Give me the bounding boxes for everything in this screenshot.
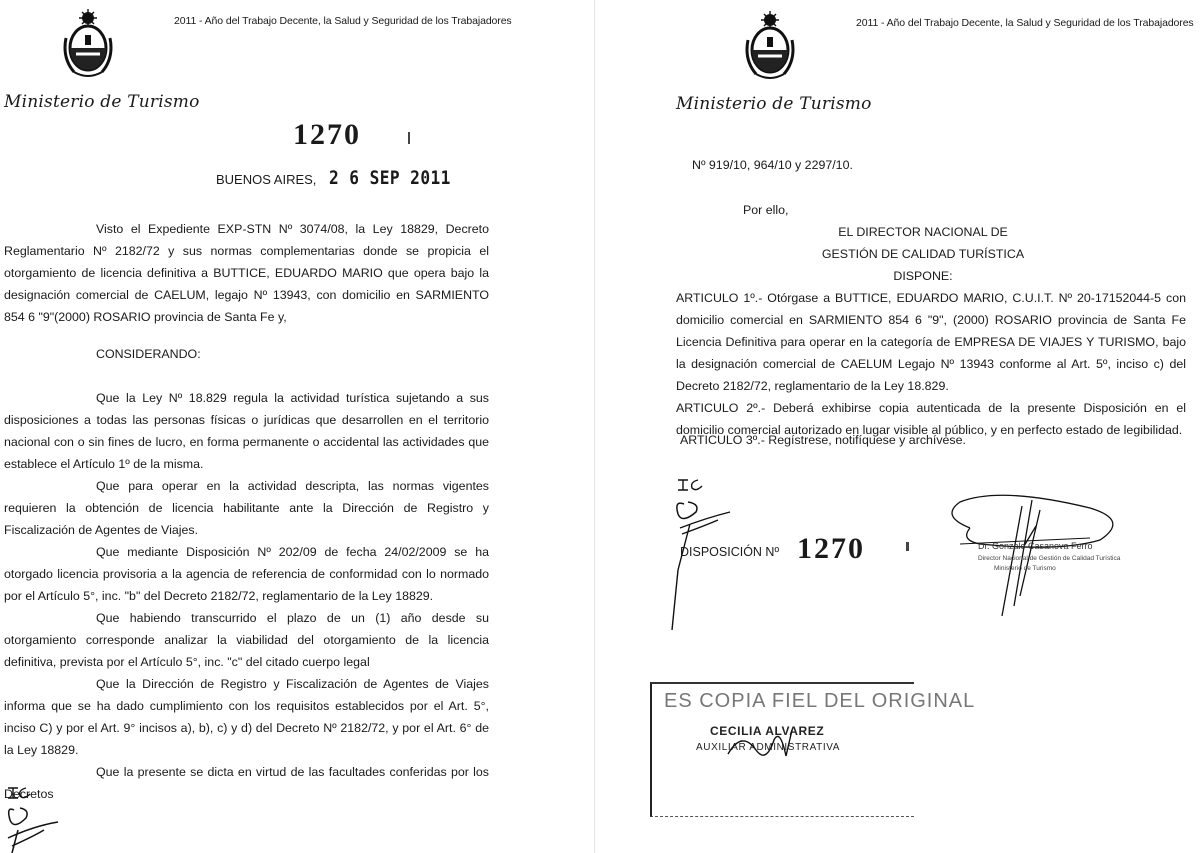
ministry-name: Ministerio de Turismo — [676, 94, 872, 114]
articles-body — [676, 287, 1186, 441]
considerando-body — [4, 387, 489, 805]
paragraph-plazo: Que habiendo transcurrido el plazo de un (1) año desde su otorgamiento corresponde analizar la viabilidad del otorgamiento de la licencia definitiva, prevista por el Artículo 5°, inc. "c" del citado cuerpo legal — [4, 611, 489, 669]
argentina-coat-of-arms-icon — [744, 10, 796, 82]
scan-mark — [906, 542, 909, 551]
paragraph-disposicion: Que mediante Disposición Nº 202/09 de fecha 24/02/2009 se ha otorgado licencia provisoria a la agencia de referencia de conformidad con lo normado por el Artículo 5°, inc. "b" del Decreto 2182/72, reglamentario de la Ley 18829. — [4, 545, 489, 603]
disposicion-label: DISPOSICIÓN Nº — [680, 545, 780, 559]
director-title-line1: EL DIRECTOR NACIONAL DE — [838, 225, 1008, 239]
visto-text: Visto el Expediente EXP-STN Nº 3074/08, la Ley 18829, Decreto Reglamentario Nº 2182/72 y sus normas complementarias donde se propicia el otorgamiento de licencia definitiva a BUTTICE, EDUARDO MARIO que opera bajo la designación comercial de CAELUM, legajo Nº 13943, con domicilio en SARMIENTO 854 6 "9"(2000) ROSARIO provincia de Santa Fe y, — [4, 222, 489, 324]
director-title-line2: GESTIÓN DE CALIDAD TURÍSTICA — [821, 247, 1025, 261]
official-name: Dr. Gonzalo Casanova Ferro — [978, 541, 1093, 551]
copy-stamp-role: AUXILIAR ADMINISTRATIVA — [696, 742, 841, 753]
paragraph-ley: Que la Ley Nº 18.829 regula la actividad turística sujetando a sus disposiciones a todas las personas físicas o jurídicas que desarrollen en el territorio nacional con o sin fines de lucro, en forma permanente o accidental las actividades que establece el Artículo 1º de la misma. — [4, 391, 489, 471]
official-position: Director Nacional de Gestión de Calidad Turística — [978, 555, 1121, 562]
director-heading — [748, 221, 1098, 287]
decrees-line — [692, 154, 1092, 176]
copy-stamp-title: ES COPIA FIEL DEL ORIGINAL — [664, 690, 976, 712]
city-label: BUENOS AIRES, — [216, 172, 317, 187]
paragraph-facultades: Que la presente se dicta en virtud de las facultades conferidas por los Decretos — [4, 765, 489, 801]
disposition-number: 1270 — [293, 118, 361, 151]
date-stamp: 2 6 SEP 2011 — [329, 167, 451, 189]
paragraph-licencia: Que para operar en la actividad descripta, las normas vigentes requieren la obtención de licencia habilitante ante la Dirección de Registro y Fiscalización de Agentes de Viajes. — [4, 479, 489, 537]
argentina-coat-of-arms-icon — [62, 8, 114, 80]
decrees-text: Nº 919/10, 964/10 y 2297/10. — [692, 158, 853, 172]
scan-mark — [408, 132, 410, 144]
considerando-title: CONSIDERANDO: — [96, 347, 201, 361]
article-3-line — [680, 429, 1080, 451]
por-ello — [743, 199, 943, 221]
header-year-motto: 2011 - Año del Trabajo Decente, la Salud y Seguridad de los Trabajadores — [856, 17, 1194, 29]
page-divider — [594, 0, 595, 853]
considerando-heading — [96, 343, 396, 365]
initials-signature — [4, 780, 74, 853]
official-ministry: Ministerio de Turismo — [994, 565, 1056, 572]
ministry-name: Ministerio de Turismo — [4, 92, 200, 112]
article-3: ARTICULO 3º.- Regístrese, notifíquese y archívese. — [680, 433, 966, 447]
copy-stamp-name: CECILIA ALVAREZ — [710, 724, 825, 738]
certified-copy-stamp — [650, 682, 976, 817]
dispone-title: DISPONE: — [893, 269, 953, 283]
visto-paragraph — [4, 218, 489, 328]
paragraph-cumplimiento: Que la Dirección de Registro y Fiscalización de Agentes de Viajes informa que se ha dado cumplimiento con los requisitos establecidos por el Art. 5°, inciso C) y por el Art. 9° incisos a), b), c) y d) del Decreto Nº 2182/72, y por el Art. 6° de la Ley 18829. — [4, 677, 489, 757]
article-1: ARTICULO 1º.- Otórgase a BUTTICE, EDUARDO MARIO, C.U.I.T. Nº 20-17152044-5 con domicilio comercial en SARMIENTO 854 6 "9", (2000) ROSARIO provincia de Santa Fe Licencia Definitiva para operar en la categoría de EMPRESA DE VIAJES Y TURISMO, bajo la designación comercial de CAELUM Legajo Nº 13943 conforme al Art. 5º, inciso c) del Decreto 2182/72, reglamentario de la Ley 18.829. — [676, 291, 1186, 393]
article-2: ARTICULO 2º.- Deberá exhibirse copia autenticada de la presente Disposición en el domicilio comercial autorizado en lugar visible al público, y en perfecto estado de legibilidad. — [676, 401, 1186, 437]
left-page — [0, 0, 590, 853]
por-ello-text: Por ello, — [743, 203, 789, 217]
copy-stamp-signature — [722, 720, 812, 770]
header-year-motto: 2011 - Año del Trabajo Decente, la Salud y Seguridad de los Trabajadores — [174, 15, 512, 27]
disposicion-number: 1270 — [797, 532, 865, 565]
